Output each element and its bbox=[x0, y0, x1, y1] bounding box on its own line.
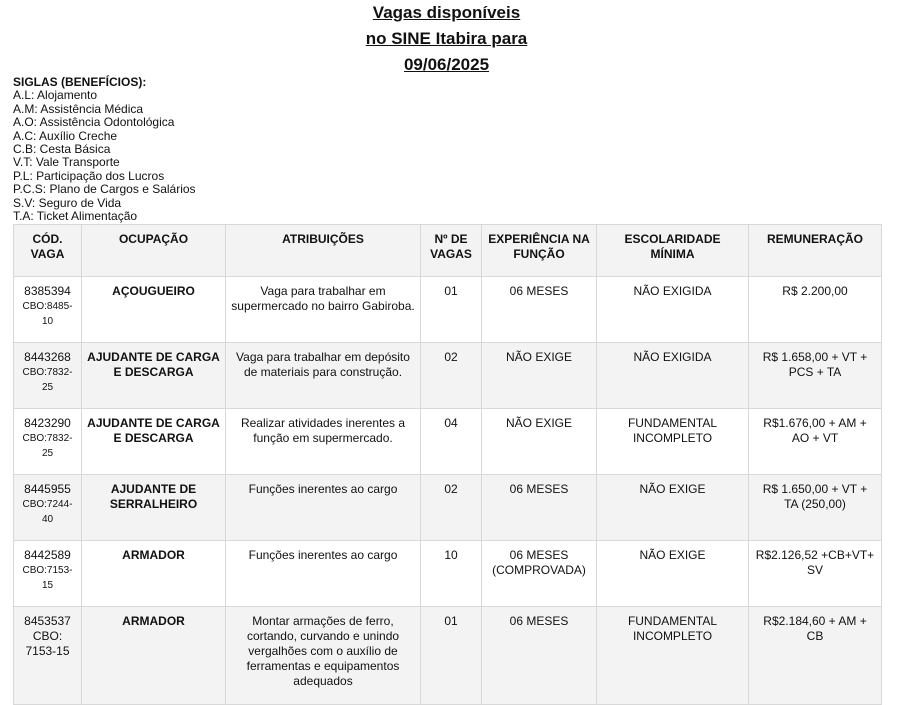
cell-experiencia: 06 MESES bbox=[482, 475, 597, 541]
legend-item: A.L: Alojamento bbox=[13, 88, 98, 103]
benefits-legend bbox=[13, 76, 196, 223]
cell-cod-vaga bbox=[14, 409, 82, 475]
table-row bbox=[14, 475, 882, 541]
cbo-code: CBO: 7153-15 bbox=[25, 629, 70, 658]
cell-cod-vaga bbox=[14, 541, 82, 607]
cbo-code: CBO:7244-40 bbox=[22, 499, 73, 525]
cell-remuneracao: R$ 2.200,00 bbox=[749, 277, 882, 343]
cell-remuneracao: R$2.126,52 +CB+VT+ SV bbox=[749, 541, 882, 607]
cell-num-vagas: 10 bbox=[421, 541, 482, 607]
table-row bbox=[14, 277, 882, 343]
legend-item: A.C: Auxílio Creche bbox=[13, 128, 118, 143]
cell-experiencia: 06 MESES (COMPROVADA) bbox=[482, 541, 597, 607]
cell-ocupacao: AJUDANTE DE SERRALHEIRO bbox=[82, 475, 226, 541]
header-cod-vaga: CÓD. VAGA bbox=[14, 225, 82, 277]
cell-cod-vaga bbox=[14, 343, 82, 409]
cell-ocupacao: AJUDANTE DE CARGA E DESCARGA bbox=[82, 409, 226, 475]
cell-atribuicoes: Funções inerentes ao cargo bbox=[226, 541, 421, 607]
cell-escolaridade: NÃO EXIGE bbox=[597, 541, 749, 607]
cbo-code: CBO:7832-25 bbox=[22, 433, 73, 459]
legend-item: C.B: Cesta Básica bbox=[13, 142, 111, 157]
legend-item: S.V: Seguro de Vida bbox=[13, 195, 122, 210]
legend-item: P.C.S: Plano de Cargos e Salários bbox=[13, 182, 196, 197]
cell-remuneracao: R$ 1.658,00 + VT + PCS + TA bbox=[749, 343, 882, 409]
table-row bbox=[14, 607, 882, 705]
title-line-2: no SINE Itabira para bbox=[365, 29, 528, 48]
cell-atribuicoes: Funções inerentes ao cargo bbox=[226, 475, 421, 541]
table-header-row bbox=[14, 225, 882, 277]
legend-item: P.L: Participação dos Lucros bbox=[13, 168, 165, 183]
table-row bbox=[14, 409, 882, 475]
legend-heading: SIGLAS (BENEFÍCIOS): bbox=[13, 75, 147, 89]
cell-num-vagas: 01 bbox=[421, 607, 482, 705]
header-escolaridade: ESCOLARIDADE MÍNIMA bbox=[597, 225, 749, 277]
cell-remuneracao: R$2.184,60 + AM + CB bbox=[749, 607, 882, 705]
cell-ocupacao: ARMADOR bbox=[82, 541, 226, 607]
title-line-1: Vagas disponíveis bbox=[372, 3, 521, 22]
cell-atribuicoes: Vaga para trabalhar em depósito de materiais para construção. bbox=[226, 343, 421, 409]
cell-escolaridade: NÃO EXIGIDA bbox=[597, 277, 749, 343]
header-remuneracao: REMUNERAÇÃO bbox=[749, 225, 882, 277]
legend-item: A.O: Assistência Odontológica bbox=[13, 115, 175, 130]
job-code: 8442589 bbox=[24, 548, 71, 562]
header-num-vagas: Nº DE VAGAS bbox=[421, 225, 482, 277]
cell-ocupacao: AJUDANTE DE CARGA E DESCARGA bbox=[82, 343, 226, 409]
legend-item: T.A: Ticket Alimentação bbox=[13, 209, 138, 224]
header-ocupacao: OCUPAÇÃO bbox=[82, 225, 226, 277]
legend-item: A.M: Assistência Médica bbox=[13, 101, 144, 116]
cell-experiencia: 06 MESES bbox=[482, 607, 597, 705]
cell-escolaridade: NÃO EXIGE bbox=[597, 475, 749, 541]
cell-cod-vaga bbox=[14, 475, 82, 541]
cbo-code: CBO:7832-25 bbox=[22, 367, 73, 393]
cell-escolaridade: FUNDAMENTAL INCOMPLETO bbox=[597, 409, 749, 475]
header-atribuicoes: ATRIBUIÇÕES bbox=[226, 225, 421, 277]
jobs-table bbox=[13, 224, 882, 705]
cell-experiencia: NÃO EXIGE bbox=[482, 343, 597, 409]
table-row bbox=[14, 541, 882, 607]
cell-ocupacao: AÇOUGUEIRO bbox=[82, 277, 226, 343]
cell-num-vagas: 02 bbox=[421, 343, 482, 409]
cell-num-vagas: 02 bbox=[421, 475, 482, 541]
cell-cod-vaga bbox=[14, 277, 82, 343]
header-experiencia: EXPERIÊNCIA NA FUNÇÃO bbox=[482, 225, 597, 277]
job-code: 8445955 bbox=[24, 482, 71, 496]
cell-num-vagas: 04 bbox=[421, 409, 482, 475]
job-code: 8443268 bbox=[24, 350, 71, 364]
cell-experiencia: NÃO EXIGE bbox=[482, 409, 597, 475]
legend-item: V.T: Vale Transporte bbox=[13, 155, 120, 170]
cbo-code: CBO:8485-10 bbox=[22, 301, 73, 327]
cell-remuneracao: R$1.676,00 + AM + AO + VT bbox=[749, 409, 882, 475]
cell-escolaridade: FUNDAMENTAL INCOMPLETO bbox=[597, 607, 749, 705]
cell-atribuicoes: Realizar atividades inerentes a função em supermercado. bbox=[226, 409, 421, 475]
cell-atribuicoes: Vaga para trabalhar em supermercado no bairro Gabiroba. bbox=[226, 277, 421, 343]
cell-ocupacao: ARMADOR bbox=[82, 607, 226, 705]
cell-num-vagas: 01 bbox=[421, 277, 482, 343]
cbo-code: CBO:7153-15 bbox=[22, 565, 73, 591]
cell-escolaridade: NÃO EXIGIDA bbox=[597, 343, 749, 409]
job-code: 8453537 bbox=[24, 614, 71, 628]
document-title bbox=[0, 0, 893, 78]
cell-remuneracao: R$ 1.650,00 + VT + TA (250,00) bbox=[749, 475, 882, 541]
table-row bbox=[14, 343, 882, 409]
cell-atribuicoes: Montar armações de ferro, cortando, curvando e unindo vergalhões com o auxílio de ferramentas e equipamentos adequados bbox=[226, 607, 421, 705]
title-date: 09/06/2025 bbox=[403, 55, 490, 74]
job-code: 8423290 bbox=[24, 416, 71, 430]
job-code: 8385394 bbox=[24, 284, 71, 298]
cell-experiencia: 06 MESES bbox=[482, 277, 597, 343]
cell-cod-vaga bbox=[14, 607, 82, 705]
